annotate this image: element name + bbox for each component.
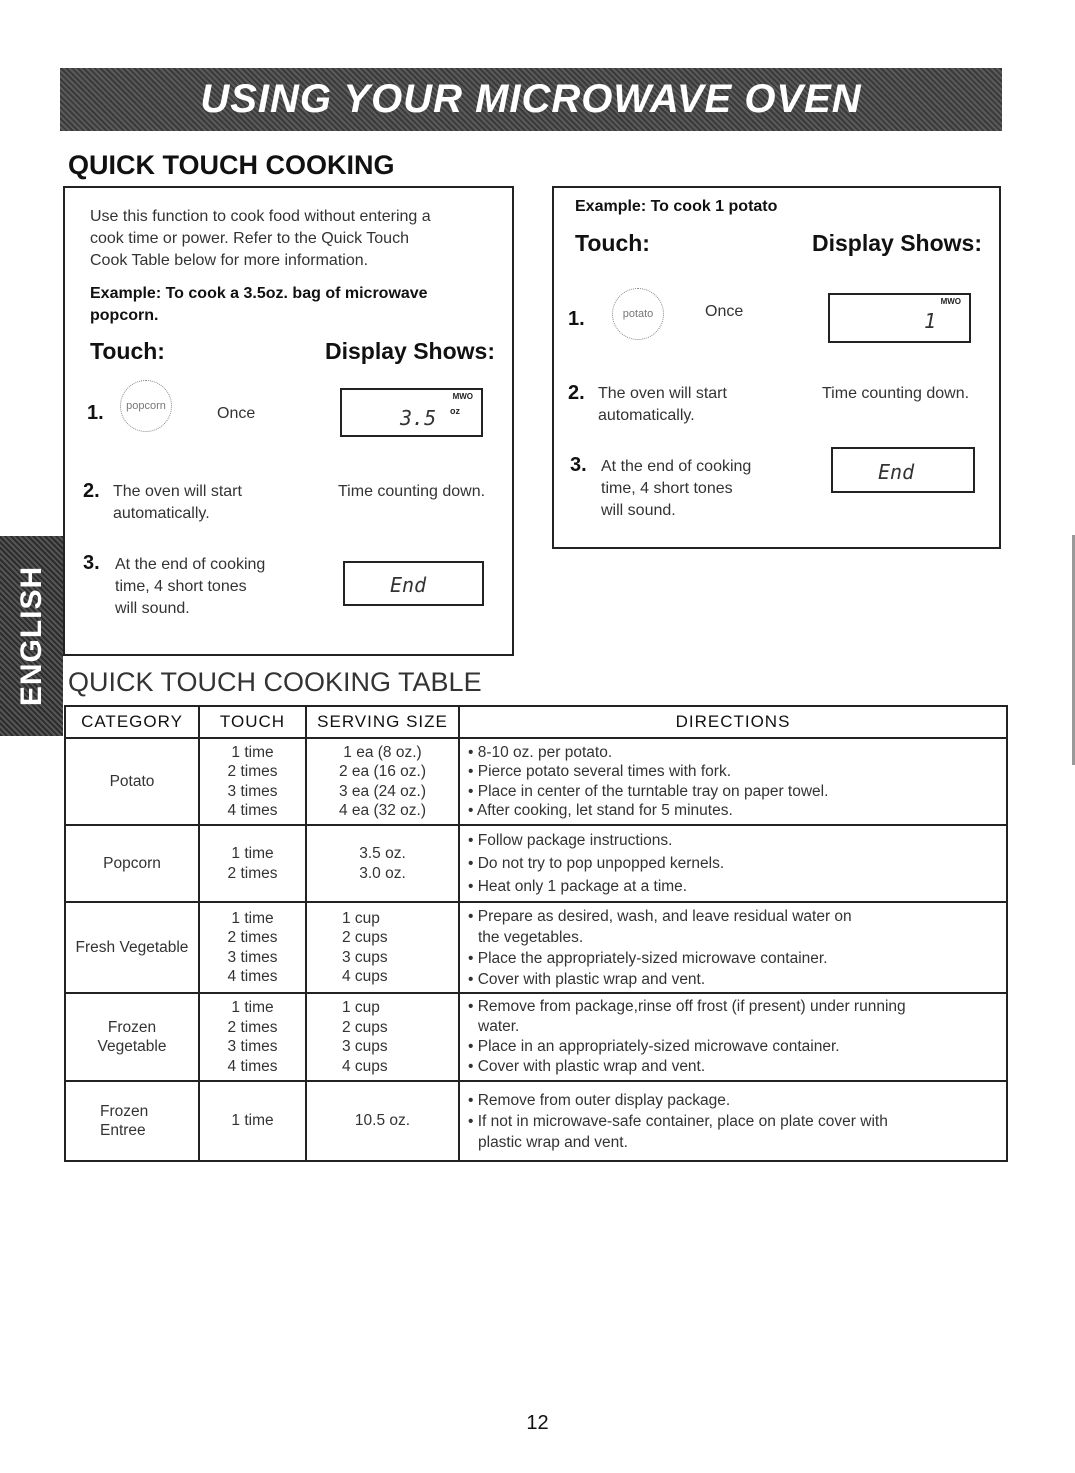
step-number: 2. <box>83 480 100 502</box>
column-header: TOUCH <box>199 706 306 738</box>
touch-value: 2 times <box>227 864 278 882</box>
section-title: QUICK TOUCH COOKING <box>68 150 395 180</box>
direction-line: • Heat only 1 package at a time. <box>468 878 688 895</box>
display-value: End <box>390 573 427 597</box>
size-cell <box>306 825 459 902</box>
touch-value: 3 times <box>227 782 278 800</box>
size-value: 4 cups <box>342 1057 388 1075</box>
step-line: automatically. <box>113 505 210 522</box>
directions-cell <box>459 902 1007 993</box>
category-cell: Popcorn <box>65 825 199 902</box>
direction-line: • Remove from package,rinse off frost (if present) under running <box>468 998 906 1015</box>
direction-line: • Follow package instructions. <box>468 832 673 849</box>
size-value: 3.0 oz. <box>359 864 406 882</box>
direction-line: • Place the appropriately-sized microwave container. <box>468 949 828 967</box>
step-text <box>601 456 751 522</box>
size-value: 4 cups <box>342 968 388 985</box>
direction-line: • Place in center of the turntable tray on paper towel. <box>468 782 829 800</box>
side-tab-label: ENGLISH <box>14 565 48 707</box>
size-cell <box>306 738 459 825</box>
touch-value: 4 times <box>227 802 278 819</box>
size-value: 3 cups <box>342 948 388 966</box>
step-text <box>115 554 265 620</box>
step-action: Once <box>217 405 256 422</box>
table-row <box>65 993 1007 1081</box>
quick-touch-table <box>64 705 1008 1162</box>
language-side-tab <box>0 536 63 736</box>
banner-title: USING YOUR MICROWAVE OVEN <box>200 77 862 121</box>
size-value: 3.5 oz. <box>359 845 406 862</box>
directions-cell <box>459 993 1007 1081</box>
step-number: 1. <box>87 402 104 424</box>
touch-value: 1 time <box>231 999 274 1016</box>
direction-line: • Do not try to pop unpopped kernels. <box>468 855 725 872</box>
size-value: 4 ea (32 oz.) <box>338 802 427 819</box>
step-line: time, 4 short tones <box>115 578 247 595</box>
popcorn-instructions-box <box>63 186 514 656</box>
mwo-indicator: MWO <box>452 392 473 401</box>
size-value: 2 ea (16 oz.) <box>338 763 427 780</box>
display-header: Display Shows: <box>812 230 982 256</box>
intro-line: Cook Table below for more information. <box>90 252 369 269</box>
step-number: 2. <box>568 382 585 404</box>
touch-value: 3 times <box>227 948 278 966</box>
touch-value: 4 times <box>227 968 278 985</box>
step-line: The oven will start <box>598 385 727 402</box>
size-cell <box>306 902 459 993</box>
potato-pad-icon <box>612 288 664 340</box>
touch-value: 1 time <box>231 845 274 862</box>
display-value: End <box>878 460 915 484</box>
size-value: 1 cup <box>342 909 380 927</box>
size-value: 1 cup <box>342 999 380 1016</box>
size-value: 1 ea (8 oz.) <box>343 743 422 761</box>
direction-line: plastic wrap and vent. <box>478 1133 628 1151</box>
step-line: automatically. <box>598 407 695 424</box>
table-row <box>65 825 1007 902</box>
direction-line: • If not in microwave-safe container, place on plate cover with <box>468 1112 888 1130</box>
size-cell <box>306 993 459 1081</box>
directions-cell <box>459 738 1007 825</box>
table-title: QUICK TOUCH COOKING TABLE <box>68 667 482 697</box>
direction-line: • Cover with plastic wrap and vent. <box>468 1058 706 1075</box>
category-cell: Frozen Vegetable <box>65 993 199 1081</box>
direction-line: the vegetables. <box>478 928 584 946</box>
size-cell: 10.5 oz. <box>306 1081 459 1161</box>
step-number: 3. <box>570 454 587 476</box>
touch-value: 1 time <box>231 909 274 927</box>
example-line: popcorn. <box>90 307 159 324</box>
page-banner <box>60 68 1002 131</box>
size-value: 3 ea (24 oz.) <box>338 782 427 800</box>
intro-text <box>90 206 431 272</box>
column-header: SERVING SIZE <box>306 706 459 738</box>
intro-line: Use this function to cook food without entering a <box>90 208 431 225</box>
category-cell: Potato <box>65 738 199 825</box>
touch-value: 2 times <box>227 763 278 780</box>
direction-line: • Remove from outer display package. <box>468 1091 731 1109</box>
touch-value: 4 times <box>227 1057 278 1075</box>
category-cell: Fresh Vegetable <box>65 902 199 993</box>
direction-line: • 8-10 oz. per potato. <box>468 743 613 761</box>
display-window <box>340 388 483 437</box>
step-text <box>113 481 242 525</box>
step-line: At the end of cooking <box>601 458 752 475</box>
touch-header: Touch: <box>90 338 165 364</box>
direction-line: • Place in an appropriately-sized microwave container. <box>468 1038 840 1055</box>
popcorn-pad-icon <box>120 380 172 432</box>
step-line: will sound. <box>115 600 190 617</box>
direction-line: • Pierce potato several times with fork. <box>468 763 732 780</box>
directions-cell <box>459 1081 1007 1161</box>
direction-line: • Cover with plastic wrap and vent. <box>468 970 706 988</box>
direction-line: • After cooking, let stand for 5 minutes. <box>468 802 733 819</box>
directions-cell <box>459 825 1007 902</box>
touch-cell <box>199 738 306 825</box>
display-window <box>343 561 484 606</box>
touch-cell <box>199 902 306 993</box>
display-note: Time counting down. <box>338 483 486 500</box>
display-header: Display Shows: <box>325 338 495 364</box>
pad-label: potato <box>622 308 654 320</box>
step-line: time, 4 short tones <box>601 480 733 497</box>
display-window <box>828 293 971 343</box>
display-value: 1 <box>924 309 937 333</box>
table-row <box>65 1081 1007 1161</box>
table-header-row <box>65 706 1007 738</box>
step-number: 1. <box>568 308 585 330</box>
touch-value: 2 times <box>227 1018 278 1036</box>
size-value: 2 cups <box>342 929 388 946</box>
example-title: Example: To cook 1 potato <box>575 198 778 215</box>
step-line: At the end of cooking <box>115 556 266 573</box>
touch-value: 3 times <box>227 1038 278 1055</box>
touch-header: Touch: <box>575 230 650 256</box>
display-unit: oz <box>450 406 460 416</box>
intro-line: cook time or power. Refer to the Quick Touch <box>90 230 409 247</box>
step-line: will sound. <box>601 502 676 519</box>
display-window <box>831 447 975 493</box>
touch-value: 2 times <box>227 929 278 946</box>
step-text <box>598 383 727 427</box>
column-header: DIRECTIONS <box>459 706 1007 738</box>
size-value: 3 cups <box>342 1038 388 1055</box>
step-line: The oven will start <box>113 483 242 500</box>
touch-value: 1 time <box>231 743 274 761</box>
touch-cell <box>199 993 306 1081</box>
mwo-indicator: MWO <box>940 297 961 306</box>
example-text <box>90 283 428 327</box>
table-row <box>65 902 1007 993</box>
column-header: CATEGORY <box>65 706 199 738</box>
touch-cell: 1 time <box>199 1081 306 1161</box>
size-value: 2 cups <box>342 1018 388 1036</box>
potato-example-box <box>552 186 1001 549</box>
example-line: Example: To cook a 3.5oz. bag of microwave <box>90 285 428 302</box>
page-number: 12 <box>526 1412 549 1434</box>
direction-line: • Prepare as desired, wash, and leave residual water on <box>468 907 852 925</box>
step-action: Once <box>705 303 744 320</box>
display-value: 3.5 <box>400 406 437 430</box>
direction-line: water. <box>478 1018 520 1035</box>
category-cell: Frozen Entree <box>65 1081 199 1161</box>
pad-label: popcorn <box>126 400 166 412</box>
step-number: 3. <box>83 552 100 574</box>
display-note: Time counting down. <box>822 385 970 402</box>
table-row <box>65 738 1007 825</box>
touch-cell <box>199 825 306 902</box>
